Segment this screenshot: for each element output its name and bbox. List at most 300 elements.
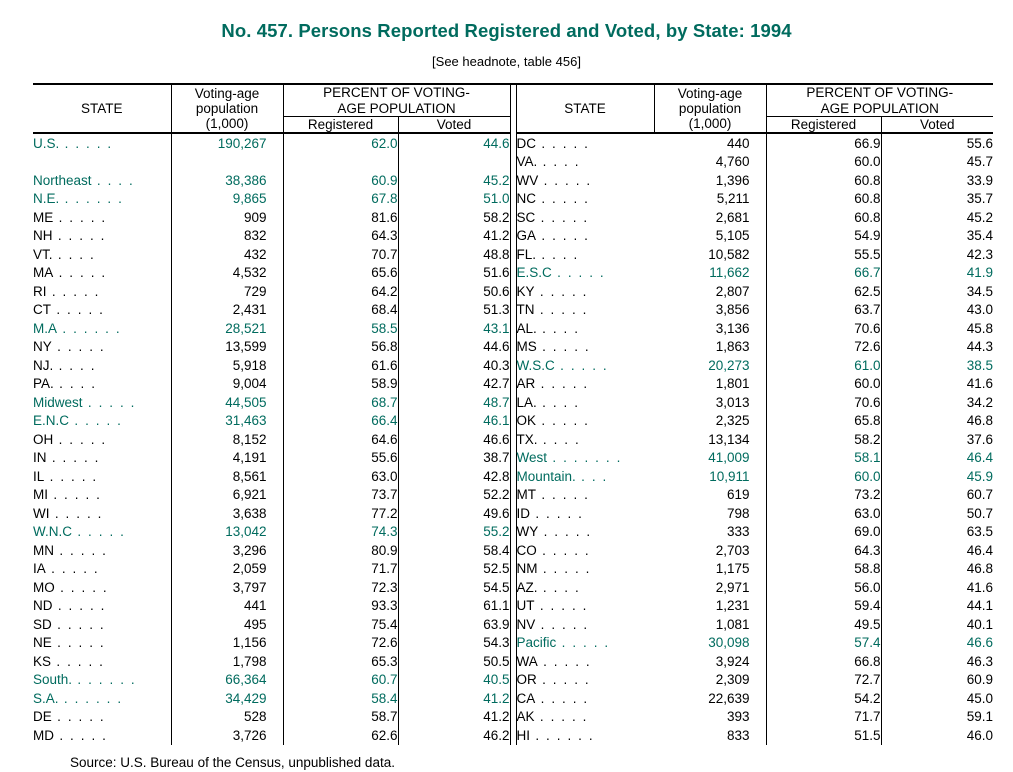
leader-dots: . . . . . [46,283,101,299]
row-state-left [33,393,171,412]
row-population-left: 3,638 [171,504,283,523]
state-label: ND [33,598,53,614]
state-label: VA. [516,154,538,170]
percent-span-line2-left: AGE POPULATION [337,100,456,116]
row-registered-right: 66.8 [766,652,881,671]
row-voted-left: 42.8 [398,467,510,486]
table-row [33,634,993,653]
row-voted-right: 55.6 [966,135,993,151]
leader-dots: . . . . . . [59,191,124,207]
leader-dots: . . . . . [49,505,104,521]
state-label: WI [33,505,50,521]
leader-dots: . . . . . [535,616,589,632]
state-label: HI [516,727,530,743]
row-voted-right: 46.6 [966,635,993,651]
row-voted-right: 60.9 [966,672,993,688]
row-registered-left: 64.2 [283,282,398,301]
row-registered-left: 68.4 [283,301,398,320]
row-registered-right: 56.0 [766,578,881,597]
header-percent-span-left [283,85,510,117]
row-voted-left: 50.5 [398,652,510,671]
row-state-right [516,708,654,727]
leader-dots: . . . . . [538,524,592,540]
row-population-right: 5,211 [654,190,766,209]
table-row [33,133,993,153]
row-population-right: 11,662 [654,264,766,283]
state-label: W.S.C [516,357,555,373]
table-row [33,726,993,745]
column-gap-2 [510,117,516,133]
row-state-left [33,578,171,597]
row-registered-right: 72.6 [766,338,881,357]
state-label: NC [516,191,536,207]
table-row [33,708,993,727]
leader-dots: . . . . [537,154,581,170]
row-voted-left: 44.6 [398,338,510,357]
row-state-right [516,689,654,708]
row-state-right [516,523,654,542]
row-voted-right: 41.6 [966,579,993,595]
row-state-left [33,375,171,394]
row-registered-right: 49.5 [766,615,881,634]
row-state-right [516,412,654,431]
state-label: OK [516,413,537,429]
row-registered-right: 66.7 [766,264,881,283]
row-registered-right: 58.1 [766,449,881,468]
row-voted-left: 58.4 [398,541,510,560]
row-state-left [33,504,171,523]
state-label: PA. [33,376,54,392]
state-label: Northeast [33,172,92,188]
row-registered-left: 60.7 [283,671,398,690]
row-state-left [33,171,171,190]
table-row [33,597,993,616]
row-population-right: 30,098 [654,634,766,653]
header-row-1 [33,85,993,117]
state-label: Pacific [516,635,557,651]
table-row [33,671,993,690]
state-label: MA [33,265,54,281]
row-registered-right: 60.8 [766,208,881,227]
row-voted-right: 46.8 [966,561,993,577]
table-row [33,467,993,486]
leader-dots: . . . . . . [72,672,137,688]
leader-dots: . . . . . [537,561,592,577]
row-registered-left: 58.9 [283,375,398,394]
row-voted-right: 41.6 [966,376,993,392]
row-voted-right: 45.9 [966,468,993,484]
row-state-left [33,726,171,745]
row-state-left [33,708,171,727]
row-registered-left: 61.6 [283,356,398,375]
state-label: VT. [33,246,53,262]
row-registered-right: 66.9 [766,133,881,153]
row-population-right: 3,013 [654,393,766,412]
row-registered-left: 71.7 [283,560,398,579]
row-registered-left: 58.7 [283,708,398,727]
state-label: OR [516,672,537,688]
table-body [33,133,993,745]
row-population-right: 4,760 [654,153,766,172]
leader-dots: . . . . . [59,135,113,151]
row-state-right [516,467,654,486]
row-state-left [33,523,171,542]
row-registered-left: 65.3 [283,652,398,671]
row-registered-left: 64.6 [283,430,398,449]
state-label: NJ. [33,357,54,373]
state-label: KY [516,283,535,299]
table-row [33,375,993,394]
table-row [33,245,993,264]
leader-dots: . . . . [536,394,580,410]
state-label: MN [33,542,54,558]
row-registered-right: 72.7 [766,671,881,690]
row-state-left [33,338,171,357]
row-registered-right: 61.0 [766,356,881,375]
leader-dots: . . . . . [534,709,589,725]
leader-dots: . . . . . [556,635,610,651]
row-population-left: 8,561 [171,467,283,486]
row-registered-left: 66.4 [283,412,398,431]
table-row [33,412,993,431]
row-state-right [516,449,654,468]
row-voted-left: 45.2 [398,171,510,190]
row-state-right [516,319,654,338]
state-label: U.S. [33,135,60,151]
row-voted-left: 40.5 [398,671,510,690]
row-registered-left: 58.4 [283,689,398,708]
row-state-right [516,282,654,301]
leader-dots: . . . . . [52,598,107,614]
header-pop-line1-r: Voting-age [677,85,743,101]
row-registered-right: 59.4 [766,597,881,616]
row-state-left [33,652,171,671]
row-voted-right: 63.5 [966,524,993,540]
row-voted-left [398,153,510,172]
row-voted-left: 54.3 [398,634,510,653]
leader-dots: . . . . . [53,431,107,447]
state-label: KS [33,653,52,669]
leader-dots: . . . . . [51,339,106,355]
row-population-left: 31,463 [171,412,283,431]
row-state-right [516,356,654,375]
row-voted-left: 58.2 [398,208,510,227]
row-registered-right: 71.7 [766,708,881,727]
leader-dots: . . . . [536,320,580,336]
table-row [33,393,993,412]
row-registered-right: 65.8 [766,412,881,431]
row-population-left: 909 [171,208,283,227]
row-voted-left: 49.6 [398,504,510,523]
row-state-right [516,615,654,634]
state-label: SD [33,616,52,632]
state-label: DE [33,709,52,725]
table-container [33,83,993,745]
row-state-left [33,319,171,338]
row-registered-left: 73.7 [283,486,398,505]
row-state-right [516,726,654,745]
row-state-right [516,153,654,172]
row-state-left [33,282,171,301]
state-label: TN [516,302,535,318]
row-population-right: 2,971 [654,578,766,597]
state-label: NH [33,228,53,244]
leader-dots: . . . . [537,579,581,595]
row-population-left: 729 [171,282,283,301]
row-voted-right: 46.8 [966,413,993,429]
row-registered-left: 62.0 [283,133,398,153]
row-population-left: 34,429 [171,689,283,708]
row-registered-left: 70.7 [283,245,398,264]
row-state-left [33,133,171,153]
leader-dots: . . . . . [536,135,590,151]
leader-dots: . . . . . [551,265,606,281]
row-population-left [171,153,283,172]
leader-dots: . . . . . [48,487,102,503]
row-registered-right: 64.3 [766,541,881,560]
leader-dots: . . . . [536,246,579,262]
leader-dots: . . . . . . [530,727,595,743]
row-state-right [516,264,654,283]
row-state-left [33,597,171,616]
row-population-left: 832 [171,227,283,246]
state-label: AK [516,709,535,725]
leader-dots: . . . . . [538,172,592,188]
state-label: Mountain. [516,468,576,484]
state-label: ME [33,209,54,225]
leader-dots: . . . . . [536,339,591,355]
row-population-right: 393 [654,708,766,727]
table-row [33,208,993,227]
leader-dots: . . . . . [51,653,105,669]
state-label: Midwest [33,394,83,410]
row-population-right: 5,105 [654,227,766,246]
row-state-right [516,597,654,616]
percent-span-line1-right: PERCENT OF VOTING- [806,85,954,100]
state-label: M.A [33,320,58,336]
header-pop-line3: (1,000) [205,116,249,132]
state-label: AR [516,376,536,392]
leader-dots: . . . . . [535,376,589,392]
row-state-left [33,356,171,375]
row-voted-left: 41.2 [398,708,510,727]
row-voted-right: 37.6 [966,431,993,447]
row-registered-right: 62.5 [766,282,881,301]
row-voted-left: 46.2 [398,726,510,745]
row-registered-left: 72.3 [283,578,398,597]
row-voted-right: 44.1 [966,598,993,614]
row-state-right [516,393,654,412]
row-population-left: 4,191 [171,449,283,468]
header-registered-left: Registered [283,117,398,133]
row-registered-right: 70.6 [766,319,881,338]
row-registered-left: 63.0 [283,467,398,486]
leader-dots: . . . . . . [57,320,122,336]
row-population-right: 1,863 [654,338,766,357]
state-label: AZ. [516,579,538,595]
row-population-left: 13,599 [171,338,283,357]
row-state-left [33,190,171,209]
row-population-right: 10,911 [654,467,766,486]
row-state-left [33,541,171,560]
row-population-right: 2,325 [654,412,766,431]
table-row [33,652,993,671]
leader-dots: . . . . . [54,727,108,743]
state-label: West [516,450,548,466]
leader-dots: . . . . . [53,265,107,281]
row-state-right [516,634,654,653]
state-label: FL. [516,246,537,262]
leader-dots: . . . . . [554,357,609,373]
row-voted-right: 46.3 [966,653,993,669]
state-label: W.N.C [33,524,72,540]
leader-dots: . . . . . . . [547,450,622,466]
leader-dots: . . . . . [536,228,590,244]
row-registered-right: 70.6 [766,393,881,412]
row-voted-left: 43.1 [398,319,510,338]
row-registered-right: 60.8 [766,171,881,190]
row-registered-left: 72.6 [283,634,398,653]
header-percent-span-right [766,85,993,117]
state-label: GA [516,228,537,244]
row-state-left [33,208,171,227]
row-population-right: 3,924 [654,652,766,671]
row-state-right [516,245,654,264]
row-state-left [33,430,171,449]
table-row [33,153,993,172]
table-row [33,171,993,190]
row-state-right [516,504,654,523]
state-label: AL. [516,320,537,336]
row-voted-right: 46.0 [966,727,993,743]
state-label: South. [33,672,73,688]
table-row [33,190,993,209]
row-population-right: 13,134 [654,430,766,449]
state-label: OH [33,431,54,447]
row-registered-right: 58.8 [766,560,881,579]
document-page [0,20,1013,772]
row-voted-right: 45.7 [966,154,993,170]
row-registered-left: 62.6 [283,726,398,745]
leader-dots: . . . . . [51,616,106,632]
row-voted-left: 42.7 [398,375,510,394]
row-registered-right: 60.0 [766,375,881,394]
row-voted-right: 46.4 [966,450,993,466]
row-population-right: 2,703 [654,541,766,560]
row-voted-right: 50.7 [966,505,993,521]
leader-dots: . . . . . . [58,690,123,706]
row-voted-right: 34.5 [966,283,993,299]
table-row [33,338,993,357]
state-label: UT [516,598,535,614]
row-population-left: 1,156 [171,634,283,653]
row-voted-left: 51.3 [398,301,510,320]
row-registered-right: 57.4 [766,634,881,653]
state-label: E.N.C [33,413,70,429]
row-registered-right: 63.7 [766,301,881,320]
percent-span-line2-right: AGE POPULATION [820,100,939,116]
state-label: DC [516,135,536,151]
row-voted-right: 45.0 [966,690,993,706]
leader-dots: . . . . . [536,191,590,207]
row-population-right: 1,801 [654,375,766,394]
row-voted-right: 45.8 [966,320,993,336]
row-state-left [33,245,171,264]
row-state-left [33,449,171,468]
state-label: MO [33,579,55,595]
row-state-right [516,652,654,671]
leader-dots: . . . . . [82,394,137,410]
table-row [33,227,993,246]
row-voted-left: 44.6 [398,133,510,153]
leader-dots: . . . . . [534,283,589,299]
table-row [33,560,993,579]
row-population-left: 13,042 [171,523,283,542]
row-state-right [516,430,654,449]
row-state-left [33,689,171,708]
row-voted-left: 41.2 [398,689,510,708]
leader-dots: . . . . . [536,487,590,503]
row-registered-left: 56.8 [283,338,398,357]
row-population-left: 2,431 [171,301,283,320]
row-registered-left: 65.6 [283,264,398,283]
row-voted-left: 46.1 [398,412,510,431]
state-label: MI [33,487,48,503]
leader-dots: . . . . . [69,413,123,429]
row-registered-left: 67.8 [283,190,398,209]
row-voted-left: 52.2 [398,486,510,505]
row-population-right: 2,309 [654,671,766,690]
header-population-left [171,85,283,132]
row-registered-left [283,153,398,172]
row-voted-left: 41.2 [398,227,510,246]
row-registered-left: 64.3 [283,227,398,246]
state-label: RI [33,283,47,299]
row-voted-left: 61.1 [398,597,510,616]
row-registered-left: 60.9 [283,171,398,190]
page-title: No. 457. Persons Reported Registered and Voted, by State: 1994 [221,20,792,41]
state-label: E.S.C [516,265,552,281]
leader-dots: . . . . [53,376,97,392]
row-registered-left: 81.6 [283,208,398,227]
row-state-right [516,486,654,505]
row-population-left: 6,921 [171,486,283,505]
row-registered-right: 60.8 [766,190,881,209]
leader-dots: . . . . . [530,505,584,521]
row-registered-left: 55.6 [283,449,398,468]
row-state-right [516,301,654,320]
state-label: N.E. [33,191,60,207]
row-population-right: 619 [654,486,766,505]
header-voted-left: Voted [398,117,510,133]
row-state-right [516,338,654,357]
table-row [33,615,993,634]
row-voted-right: 43.0 [966,302,993,318]
leader-dots: . . . . . [51,709,106,725]
row-voted-left: 38.7 [398,449,510,468]
table-row [33,689,993,708]
row-registered-right: 54.9 [766,227,881,246]
row-voted-left: 50.6 [398,282,510,301]
row-population-right: 1,081 [654,615,766,634]
table-row [33,356,993,375]
leader-dots: . . . . . [536,413,590,429]
row-registered-right: 58.2 [766,430,881,449]
table-row [33,449,993,468]
header-state-left: STATE [33,85,171,132]
row-voted-left: 48.7 [398,393,510,412]
state-label: NV [516,616,536,632]
